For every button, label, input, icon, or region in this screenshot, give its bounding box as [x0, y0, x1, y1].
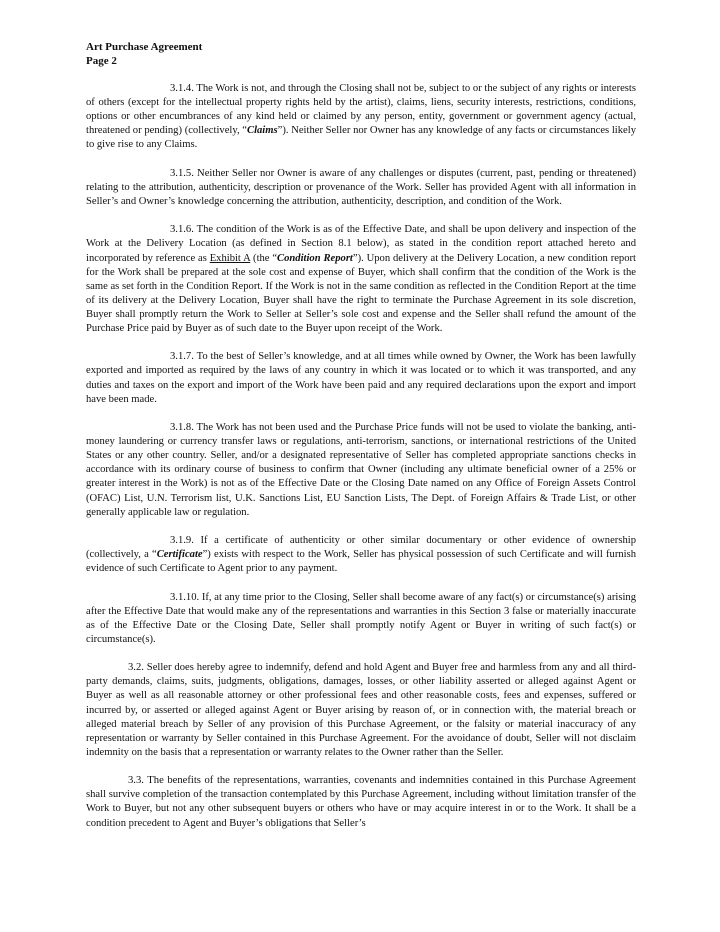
defined-term-condition-report: Condition Report: [277, 252, 353, 264]
section-3-1-4-text-a: 3.1.4. The Work is not, and through the Closing shall not be, subject to or the subject of any rights or interests of others (except for the intellectual property rights held by the artist), claims, liens, security interests, restrictions, conditions, options or other encumbrances of any kind held or claimed by any person, entity, government or government agency (actual, threatened or pending) (collectively, “: [86, 83, 636, 137]
section-3-2: 3.2. Seller does hereby agree to indemnify, defend and hold Agent and Buyer free and harmless from any and all third-party demands, claims, suits, judgments, obligations, damages, losses, or other liability asserted or alleged against Agent or Buyer as well as all reasonable attorney or other professional fees and other reasonable costs, fees and expenses, suffered or incurred by, or asserted or alleged against Agent or Buyer arising by reason of, or in connection with, the material breach or alleged material breach by Seller of any provision of this Purchase Agreement, or the falsity or material inaccuracy of any representation or warranty by Seller contained in this Purchase Agreement. For the avoidance of doubt, Seller will not disclaim indemnity on the basis that a representation or warranty relates to the Owner rather than the Seller.: [86, 662, 636, 758]
section-3-1-8: 3.1.8. The Work has not been used and the Purchase Price funds will not be used to violate the banking, anti-money laundering or currency transfer laws or regulations, anti-terrorism, sanctions, or international restrictions of the United States or any other country. Seller, and/or a designated representative of Seller has completed appropriate sanctions checks in accordance with its ordinary course of business to confirm that Owner (including any ultimate beneficial owner of a 25% or greater interest in the Work) is not as of the Effective Date or the Closing Date named on any Office of Foreign Assets Control (OFAC) List, U.N. Terrorism list, U.K. Sanctions List, EU Sanction Lists, The Dept. of Foreign Affairs & Trade List, or other generally applicable law or regulation.: [86, 422, 636, 518]
section-3-1-9-text-b: ”) exists with respect to the Work, Seller has physical possession of such Certificate and will furnish evidence of such Certificate to Agent prior to any payment.: [86, 549, 637, 575]
section-3-1-5: 3.1.5. Neither Seller nor Owner is aware of any challenges or disputes (current, past, pending or threatened) relating to the attribution, authenticity, description or provenance of the Work. Seller has provided Agent with all information in Seller’s and Owner’s knowledge concerning the attribution, authenticity, description, and condition of the Work.: [86, 167, 636, 207]
section-3-1-4-text-b: ”). Neither Seller nor Owner has any knowledge of any facts or circumstances likely to give rise to any Claims.: [86, 125, 636, 151]
section-3-1-6-text-c: ”). Upon delivery at the Delivery Location, a new condition report for the Work shall be prepared at the sole cost and expense of Buyer, which shall confirm that the condition of the Work is the same as set forth in the Condition Report. If the Work is not in the same condition as reflected in the Condition Report at the time of its delivery at the Delivery Location, Buyer shall have the right to terminate the Purchase Agreement in its sole discretion, Buyer shall promptly return the Work to Seller at Seller’s sole cost and expense and the Seller shall refund the amount of the Purchase Price paid by Buyer as of such date to the Buyer upon receipt of the Work.: [86, 252, 636, 334]
defined-term-claims: Claims: [247, 125, 278, 137]
section-3-1-10: 3.1.10. If, at any time prior to the Closing, Seller shall become aware of any fact(s) or circumstance(s) arising after the Effective Date that would make any of the representations and warranties in this Section 3 false or materially inaccurate as of the Effective Date or the Closing Date, Seller shall promptly notify Agent or Buyer in writing of such fact(s) or circumstance(s).: [86, 591, 636, 645]
exhibit-a-reference: Exhibit A: [209, 252, 251, 264]
section-3-3: 3.3. The benefits of the representations, warranties, covenants and indemnities contained in this Purchase Agreement shall survive completion of the transaction contemplated by this Purchase Agreement, including without limitation transfer of the Work to Buyer, but not any other subsequent buyers or others who have or may acquire interest in or to the Work. It shall be a condition precedent to Agent and Buyer’s obligations that Seller’s: [86, 775, 636, 829]
section-3-1-6-text-b: (the “: [250, 252, 278, 264]
section-3-1-9-text-a: 3.1.9. If a certificate of authenticity or other similar documentary or other evidence of ownership (collectively, a “: [86, 535, 636, 561]
section-3-1-6: [86, 223, 636, 336]
section-3-1-6-text-a: 3.1.6. The condition of the Work is as of the Effective Date, and shall be upon delivery and inspection of the Work at the Delivery Location (as defined in Section 8.1 below), as stated in the condition report attached hereto and incorporated by reference as: [86, 224, 636, 264]
page-number: Page 2: [86, 55, 117, 67]
section-3-1-9: [86, 534, 636, 576]
page-header: [86, 40, 636, 68]
section-3-1-7: 3.1.7. To the best of Seller’s knowledge, and at all times while owned by Owner, the Work has been lawfully exported and imported as required by the laws of any country in which it was located or to which it was transported, and any duties and taxes on the export and import of the Work have been paid and any required declarations upon the export and import have been made.: [86, 351, 636, 405]
section-3-1-4: [86, 82, 636, 152]
defined-term-certificate: Certificate: [156, 549, 203, 561]
document-title: Art Purchase Agreement: [86, 41, 203, 53]
document-page: [86, 40, 636, 831]
